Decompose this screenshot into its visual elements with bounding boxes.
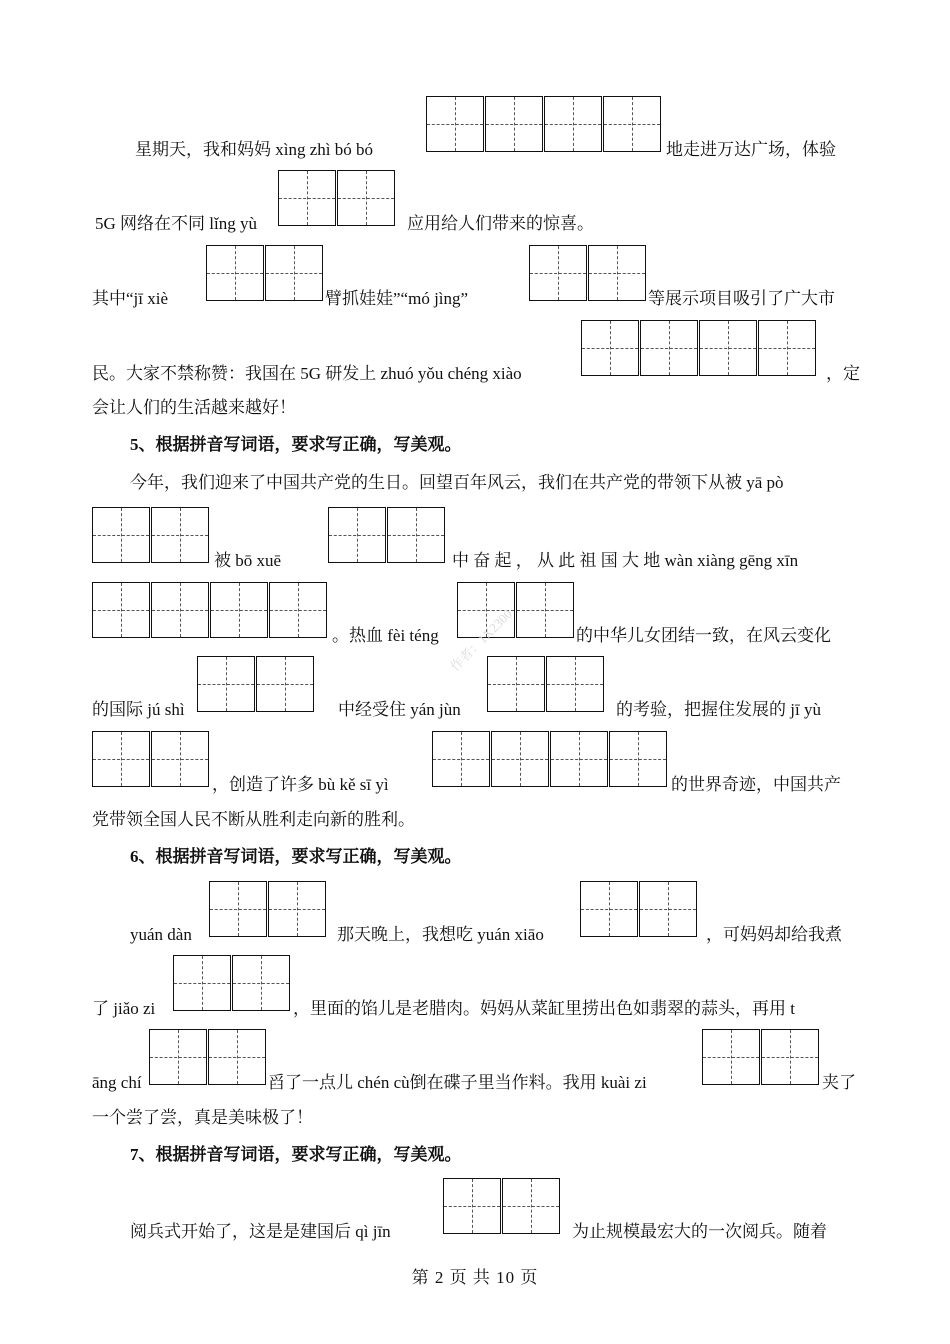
p4-line3-a: 其中“jī xiè xyxy=(92,289,169,308)
q6-line1-a: yuán dàn xyxy=(130,925,192,944)
answer-grid[interactable] xyxy=(432,731,667,787)
answer-grid[interactable] xyxy=(457,582,574,638)
p4-line4-a: 民。大家不禁称赞：我国在 5G 研发上 zhuó yǒu chéng xiào xyxy=(92,364,522,383)
q5-line2-b: 中 奋 起 ， 从 此 祖 国 大 地 wàn xiàng gēng xīn xyxy=(452,551,799,570)
answer-grid[interactable] xyxy=(92,731,209,787)
q6-line4: 一个尝了尝，真是美味极了！ xyxy=(92,1108,313,1127)
q5-line1: 今年，我们迎来了中国共产党的生日。回望百年风云，我们在共产党的带领下从被 yā pò xyxy=(130,473,784,492)
q6-line1-b: 那天晚上，我想吃 yuán xiāo xyxy=(337,925,544,944)
p4-line1-b: 地走进万达广场，体验 xyxy=(666,140,836,159)
question-6-title: 6、根据拼音写词语，要求写正确，写美观。 xyxy=(130,847,462,866)
answer-grid[interactable] xyxy=(173,955,290,1011)
q6-line3-a: āng chí xyxy=(92,1073,142,1092)
p4-line5: 会让人们的生活越来越好！ xyxy=(92,398,296,417)
p4-line3-b: 臂抓娃娃”“mó jìng” xyxy=(325,289,469,308)
q7-line1-b: 为止规模最宏大的一次阅兵。随着 xyxy=(572,1222,827,1241)
q5-line4-a: 的国际 jú shì xyxy=(92,700,185,719)
p4-line4-b: ，定 xyxy=(826,364,860,383)
answer-grid[interactable] xyxy=(487,656,604,712)
answer-grid[interactable] xyxy=(278,170,395,226)
q6-line3-b: 舀了一点儿 chén cù倒在碟子里当作料。我用 kuài zi xyxy=(268,1073,647,1092)
q5-line5-a: ，创造了许多 bù kě sī yì xyxy=(212,775,389,794)
answer-grid[interactable] xyxy=(92,507,209,563)
q5-line4-b: 中经受住 yán jùn xyxy=(338,700,461,719)
answer-grid[interactable] xyxy=(581,320,816,376)
answer-grid[interactable] xyxy=(426,96,661,152)
q5-line4-c: 的考验，把握住发展的 jī yù xyxy=(616,700,821,719)
answer-grid[interactable] xyxy=(529,245,646,301)
page-footer: 第 2 页 共 10 页 xyxy=(411,1268,539,1287)
p4-line2-a: 5G 网络在不同 lǐng yù xyxy=(95,214,257,233)
q6-line2-b: ，里面的馅儿是老腊肉。妈妈从菜缸里捞出色如翡翠的蒜头，再用 t xyxy=(293,999,795,1018)
q5-line6: 党带领全国人民不断从胜利走向新的胜利。 xyxy=(92,810,415,829)
q5-line2-a: 被 bō xuē xyxy=(214,551,282,570)
answer-grid[interactable] xyxy=(443,1178,560,1234)
q5-line3-a: 。热血 fèi téng xyxy=(332,626,439,645)
answer-grid[interactable] xyxy=(197,656,314,712)
answer-grid[interactable] xyxy=(206,245,323,301)
p4-line1-a: 星期天，我和妈妈 xìng zhì bó bó xyxy=(135,140,373,159)
answer-grid[interactable] xyxy=(580,881,697,937)
answer-grid[interactable] xyxy=(209,881,326,937)
p4-line2-b: 应用给人们带来的惊喜。 xyxy=(407,214,594,233)
q6-line3-c: 夹了 xyxy=(822,1073,856,1092)
answer-grid[interactable] xyxy=(702,1029,819,1085)
q7-line1-a: 阅兵式开始了，这是是建国后 qì jīn xyxy=(130,1222,391,1241)
answer-grid[interactable] xyxy=(149,1029,266,1085)
q5-line3-b: 的中华儿女团结一致，在风云变化 xyxy=(576,626,831,645)
question-7-title: 7、根据拼音写词语，要求写正确，写美观。 xyxy=(130,1145,462,1164)
question-5-title: 5、根据拼音写词语，要求写正确，写美观。 xyxy=(130,435,462,454)
q5-line5-b: 的世界奇迹，中国共产 xyxy=(671,775,841,794)
answer-grid[interactable] xyxy=(328,507,445,563)
watermark: 作者：1X2300 xyxy=(447,606,516,675)
q6-line1-c: ，可妈妈却给我煮 xyxy=(706,925,842,944)
answer-grid[interactable] xyxy=(92,582,327,638)
q6-line2-a: 了 jiǎo zi xyxy=(92,999,156,1018)
p4-line3-c: 等展示项目吸引了广大市 xyxy=(648,289,835,308)
